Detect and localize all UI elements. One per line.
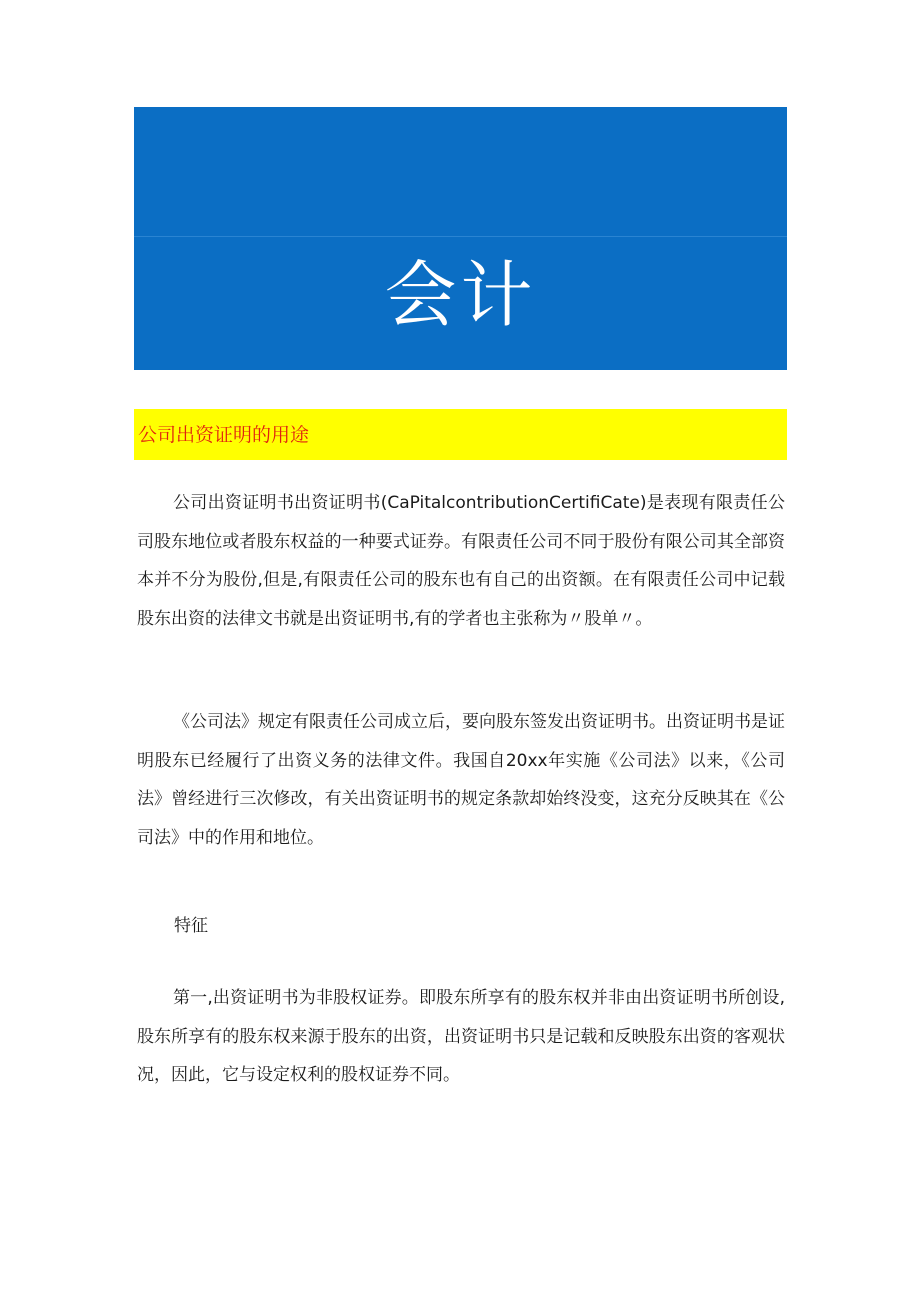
section-heading: 公司出资证明的用途 xyxy=(138,424,310,446)
paragraph-feature-one: 第一,出资证明书为非股权证券。即股东所享有的股东权并非由出资证明书所创设,股东所享有的股东权来源于股东的出资，出资证明书只是记载和反映股东出资的客观状况，因此，它与设定权利的股权证券不同。 xyxy=(137,988,785,1085)
banner-divider xyxy=(134,236,787,237)
section-heading-bar xyxy=(134,409,787,460)
paragraph-features-title: 特征 xyxy=(174,916,208,936)
paragraph-definition: 公司出资证明书出资证明书(CaPitalcontributionCertifiCate)是表现有限责任公司股东地位或者股东权益的一种要式证券。有限责任公司不同于股份有限公司其全部资本并不分为股份,但是,有限责任公司的股东也有自己的出资额。在有限责任公司中记载股东出资的法律文书就是出资证明书,有的学者也主张称为〃股单〃。 xyxy=(137,493,785,629)
paragraph-company-law: 《公司法》规定有限责任公司成立后，要向股东签发出资证明书。出资证明书是证明股东已经履行了出资义务的法律文件。我国自20xx年实施《公司法》以来，《公司法》曾经进行三次修改，有关出资证明书的规定条款却始终没变，这充分反映其在《公司法》中的作用和地位。 xyxy=(137,712,785,848)
banner-title-line-1: 会计 xyxy=(384,253,537,337)
title-banner xyxy=(134,107,787,370)
